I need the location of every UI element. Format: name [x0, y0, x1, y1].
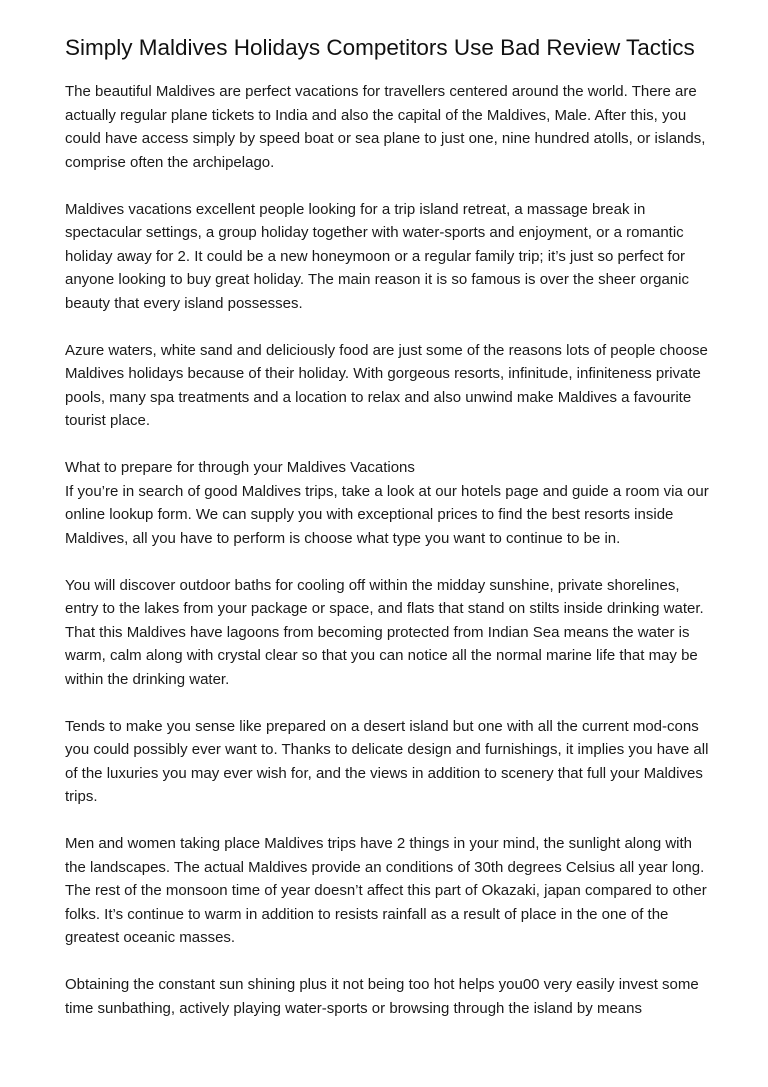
paragraph-hotels: If you’re in search of good Maldives trips, take a look at our hotels page and guide a room via our online lookup form. We can supply you with exceptional prices to find the best resorts inside Maldives, all you have to perform is choose what type you want to continue to be in. [65, 482, 709, 547]
section-subheading: What to prepare for through your Maldives Vacations [65, 459, 415, 476]
document-page [65, 36, 713, 1044]
paragraph-outdoor-baths: You will discover outdoor baths for cooling off within the midday sunshine, private shorelines, entry to the lakes from your package or space, and flats that stand on stilts inside drinking water. That this Maldives have lagoons from becoming protected from Indian Sea means the water is warm, calm along with crystal clear so that you can notice all the normal marine life that may be within the drinking water. [65, 576, 704, 688]
paragraph-intro: The beautiful Maldives are perfect vacations for travellers centered around the world. There are actually regular plane tickets to India and also the capital of the Maldives, Male. After this, you could have access simply by speed boat or sea plane to just one, nine hundred atolls, or islands, comprise often the archipelago. [65, 83, 706, 171]
document-title: Simply Maldives Holidays Competitors Use Bad Review Tactics [65, 35, 695, 60]
paragraph-what-to-prepare [65, 456, 713, 550]
paragraph-desert-island: Tends to make you sense like prepared on a desert island but one with all the current mod-cons you could possibly ever want to. Thanks to delicate design and furnishings, it implies you have all of the luxuries you may ever wish for, and the views in addition to scenery that full your Maldives trips. [65, 717, 709, 805]
paragraph-vacations: Maldives vacations excellent people looking for a trip island retreat, a massage break in spectacular settings, a group holiday together with water-sports and enjoyment, or a romantic holiday away for 2. It could be a new honeymoon or a regular family trip; it’s just so perfect for anyone looking to buy great holiday. The main reason it is so famous is over the sheer organic beauty that every island possesses. [65, 200, 689, 312]
paragraph-sun-shining: Obtaining the constant sun shining plus it not being too hot helps you00 very easily invest some time sunbathing, actively playing water-sports or browsing through the island by means [65, 976, 699, 1017]
paragraph-sunlight: Men and women taking place Maldives trips have 2 things in your mind, the sunlight along with the landscapes. The actual Maldives provide an conditions of 30th degrees Celsius all year long. The rest of the monsoon time of year doesn’t affect this part of Okazaki, japan compared to other folks. It’s continue to warm in addition to resists rainfall as a result of place in the one of the greatest oceanic masses. [65, 835, 707, 946]
paragraph-azure-waters: Azure waters, white sand and deliciously food are just some of the reasons lots of people choose Maldives holidays because of their holiday. With gorgeous resorts, infinitude, infiniteness private pools, many spa treatments and a location to relax and also unwind make Maldives a favourite tourist place. [65, 341, 708, 429]
